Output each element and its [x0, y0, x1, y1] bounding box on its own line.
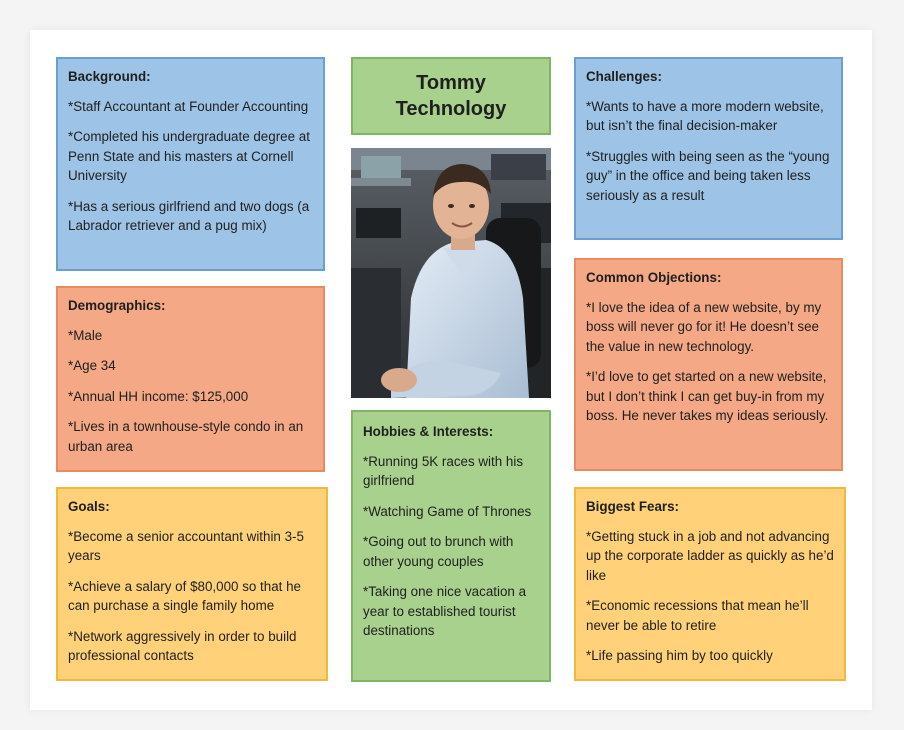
- demographics-item: *Annual HH income: $125,000: [68, 388, 249, 404]
- goals-item: *Become a senior accountant within 3-5 years: [68, 528, 304, 563]
- persona-photo: [351, 148, 551, 398]
- persona-last-name: Technology: [395, 98, 507, 120]
- persona-photo-illustration: [351, 148, 551, 398]
- background-item: *Has a serious girlfriend and two dogs (a Labrador retriever and a pug mix): [68, 198, 310, 233]
- hobbies-item: *Taking one nice vacation a year to established tourist destinations: [363, 584, 527, 638]
- demographics-item: *Lives in a townhouse-style condo in an urban area: [68, 419, 304, 454]
- hobbies-item: *Watching Game of Thrones: [363, 503, 532, 519]
- objections-heading: Common Objections:: [586, 270, 722, 285]
- background-item: *Completed his undergraduate degree at Penn State and his masters at Cornell University: [68, 129, 310, 183]
- fears-item: *Life passing him by too quickly: [586, 648, 773, 663]
- demographics-item: *Age 34: [68, 358, 116, 373]
- goals-box: [56, 487, 328, 681]
- objections-box: [574, 258, 843, 471]
- fears-item: *Economic recessions that mean he’ll never be able to retire: [586, 598, 809, 633]
- challenges-item: *Wants to have a more modern website, but isn’t the final decision-maker: [586, 98, 824, 133]
- demographics-item: *Male: [68, 327, 103, 343]
- hobbies-item: *Going out to brunch with other young couples: [363, 534, 514, 569]
- goals-item: *Achieve a salary of $80,000 so that he can purchase a single family home: [68, 578, 302, 613]
- background-item: *Staff Accountant at Founder Accounting: [68, 98, 309, 114]
- objections-item: *I love the idea of a new website, by my boss will never go for it! He doesn’t see the value in new technology.: [586, 299, 822, 354]
- background-heading: Background:: [68, 69, 151, 84]
- hobbies-box: [351, 410, 551, 682]
- fears-heading: Biggest Fears:: [586, 499, 680, 514]
- hobbies-heading: Hobbies & Interests:: [363, 424, 494, 439]
- goals-item: *Network aggressively in order to build professional contacts: [68, 628, 297, 663]
- challenges-item: *Struggles with being seen as the “young guy” in the office and being taken less seriously as a result: [586, 148, 830, 203]
- challenges-box: [574, 57, 843, 240]
- background-box: [56, 57, 325, 271]
- hobbies-item: *Running 5K races with his girlfriend: [363, 453, 524, 488]
- fears-box: [574, 487, 846, 681]
- challenges-heading: Challenges:: [586, 69, 662, 84]
- fears-item: *Getting stuck in a job and not advancing up the corporate ladder as quickly as he’d like: [586, 528, 834, 583]
- demographics-box: [56, 286, 325, 472]
- persona-title: [351, 57, 551, 135]
- persona-first-name: Tommy: [416, 72, 486, 94]
- demographics-heading: Demographics:: [68, 298, 166, 313]
- objections-item: *I’d love to get started on a new website, but I don’t think I can get buy-in from my boss. He never takes my ideas seriously.: [586, 369, 829, 423]
- goals-heading: Goals:: [68, 499, 110, 514]
